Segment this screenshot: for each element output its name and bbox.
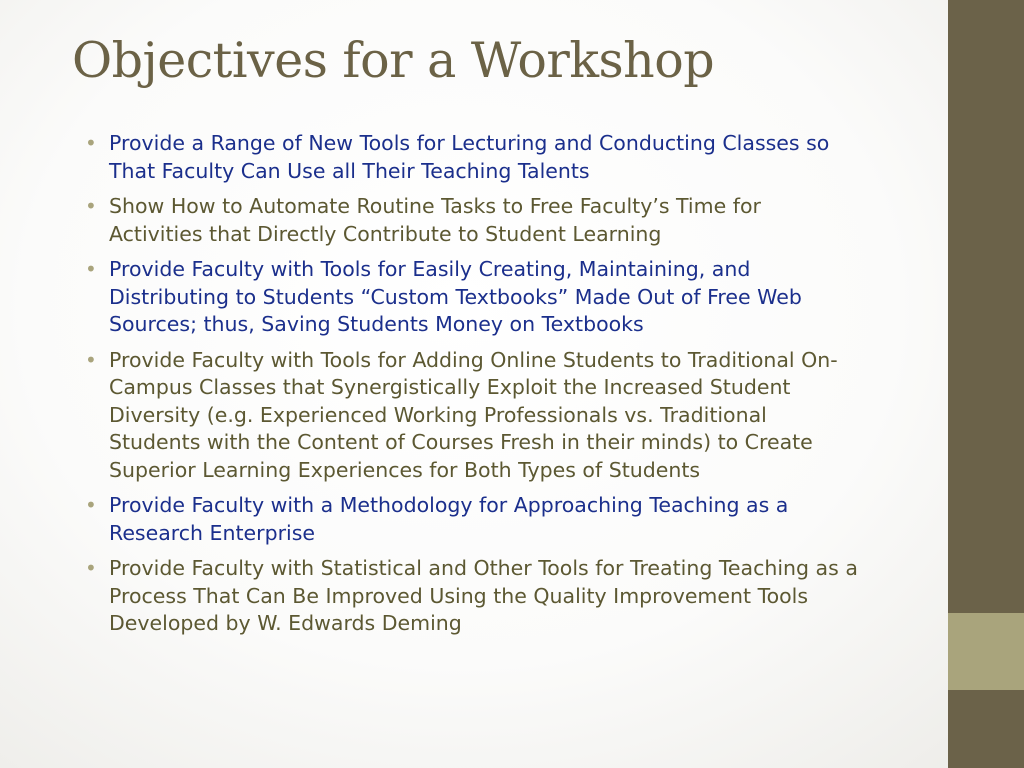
bullet-icon: •	[85, 194, 97, 218]
bullet-text: Provide Faculty with Tools for Adding Online Students to Traditional On-Campus Classes that Synergistically Exploit the Increased Student Diversity (e.g. Experienced Working Professionals vs. Traditional Students with the Content of Courses Fresh in their minds) to Create Superior Learning Experiences for Both Types of Students	[109, 347, 838, 482]
bullet-item	[85, 555, 860, 638]
slide-title: Objectives for a Workshop	[72, 32, 715, 89]
bullet-item	[85, 193, 860, 248]
bullet-icon: •	[85, 493, 97, 517]
bullet-item	[85, 347, 860, 485]
bullet-item	[85, 492, 860, 547]
bullet-icon: •	[85, 257, 97, 281]
bullet-text: Provide Faculty with a Methodology for Approaching Teaching as a Research Enterprise	[109, 493, 789, 545]
bullet-icon: •	[85, 556, 97, 580]
bullet-text: Show How to Automate Routine Tasks to Free Faculty’s Time for Activities that Directly Contribute to Student Learning	[109, 194, 761, 246]
bullet-list	[85, 130, 860, 646]
bullet-icon: •	[85, 347, 97, 372]
bullet-item	[85, 256, 860, 339]
bullet-text: Provide Faculty with Tools for Easily Creating, Maintaining, and Distributing to Students “Custom Textbooks” Made Out of Free Web Sources; thus, Saving Students Money on Textbooks	[109, 257, 802, 336]
bullet-item	[85, 130, 860, 185]
bullet-text: Provide Faculty with Statistical and Other Tools for Treating Teaching as a Process That Can Be Improved Using the Quality Improvement Tools Developed by W. Edwards Deming	[109, 556, 858, 635]
bullet-icon: •	[85, 131, 97, 155]
bullet-text: Provide a Range of New Tools for Lecturing and Conducting Classes so That Faculty Can Use all Their Teaching Talents	[109, 131, 830, 183]
slide-sidebar-accent	[948, 613, 1024, 690]
